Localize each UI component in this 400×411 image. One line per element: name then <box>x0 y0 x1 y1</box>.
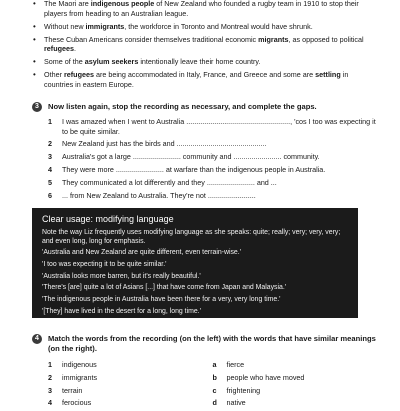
bullet-item <box>32 57 372 67</box>
item-text: I was amazed when I went to Australia ...................................................., 'cos I too was expecting it to be quite similar. <box>62 117 376 136</box>
example-quote: '[They] have lived in the desert for a long, long time.' <box>42 307 201 315</box>
exercise-heading <box>32 334 377 354</box>
bullet-text: Other <box>44 70 64 80</box>
exercise-3 <box>32 102 377 203</box>
bullet-bold-term: settling <box>315 70 341 80</box>
match-word: fierce <box>226 360 245 369</box>
gap-fill-item <box>48 152 377 162</box>
match-key: 4 <box>48 398 52 408</box>
example-quote: 'The indigenous people in Australia have been there for a very, very long time.' <box>42 296 281 304</box>
bullet-text: . <box>73 44 76 54</box>
bullet-text: Some of the <box>44 57 85 67</box>
bullet-text: intentionally leave their home country. <box>138 57 261 67</box>
bullet-item <box>32 0 372 18</box>
item-text: They communicated a lot differently and they ........................ and ... <box>62 177 277 187</box>
match-word: people who have moved <box>226 372 305 382</box>
match-word-item <box>48 360 213 370</box>
item-text: ... from New Zealand to Australia. They're not ........................ <box>62 190 256 200</box>
match-word: terrain <box>62 385 83 395</box>
clear-usage-intro: Note the way Liz frequently uses modifying language as she speaks: quite; really; very; very, very; and even long, long for emphasis. <box>42 229 341 245</box>
bullet-bold-term: immigrants <box>85 21 125 31</box>
gap-fill-item <box>48 165 377 175</box>
bullet-item <box>32 70 372 89</box>
bullet-text: are being accommodated in Italy, France, and Greece and some are <box>93 70 316 80</box>
bullet-bold-term: migrants <box>258 34 289 44</box>
gap-fill-item <box>48 191 377 201</box>
exercise-4 <box>32 334 377 411</box>
bullet-text: The Maori are <box>44 0 91 8</box>
right-word-column <box>213 360 378 411</box>
match-word: frightening <box>226 385 261 395</box>
example-quote: 'There's [are] quite a lot of Asians [...] that have come from Japan and Malaysia.' <box>42 284 287 292</box>
match-word-item <box>213 398 378 408</box>
item-number: 2 <box>48 139 52 149</box>
match-word-item <box>213 386 378 396</box>
bullet-bold-term: asylum seekers <box>84 57 139 67</box>
match-word: ferocious <box>62 398 92 408</box>
bullet-item <box>32 22 372 32</box>
gap-fill-list <box>48 117 377 200</box>
left-word-column <box>48 360 213 411</box>
bullet-bold-term: indigenous people <box>90 0 155 8</box>
match-word: indigenous <box>62 360 97 369</box>
exercise-heading <box>32 102 377 112</box>
match-word-item <box>213 360 378 370</box>
gap-fill-item <box>48 117 377 136</box>
bullet-bold-term: refugees <box>44 44 74 54</box>
example-quote: 'Australia and New Zealand are quite different, even terrain-wise.' <box>42 249 241 257</box>
example-quote: 'I too was expecting it to be quite similar.' <box>42 260 167 268</box>
bullet-text: These Cuban Americans consider themselves traditional economic <box>44 34 259 44</box>
bullet-bold-term: refugees <box>63 70 94 80</box>
item-number: 4 <box>48 164 52 174</box>
match-word-item <box>48 373 213 383</box>
bullet-text: , the workforce in Toronto and Montreal would have shrunk. <box>124 21 313 31</box>
bullet-text: in countries in eastern Europe. <box>44 70 349 89</box>
match-key: a <box>212 360 217 369</box>
gap-fill-item <box>48 139 377 149</box>
item-number: 5 <box>48 177 52 187</box>
item-number: 6 <box>48 190 52 200</box>
match-word: native <box>226 398 246 408</box>
exercise-instruction: Match the words from the recording (on the left) with the words that have similar meanings (on the right). <box>48 334 376 353</box>
match-key: 2 <box>48 372 52 382</box>
match-key: 3 <box>48 385 52 395</box>
example-quote: 'Australia looks more barren, but it's really beautiful.' <box>42 272 201 280</box>
match-word-item <box>213 373 378 383</box>
item-text: Australia's got a large ........................ community and ........................ community. <box>62 152 320 162</box>
vocabulary-bullet-list <box>32 0 372 93</box>
matching-columns <box>48 360 377 411</box>
match-word-item <box>48 386 213 396</box>
bullet-text: Without new <box>44 21 86 31</box>
item-text: They were more ........................ at warfare than the indigenous people in Australia. <box>62 164 326 174</box>
exercise-number-badge: 4 <box>32 334 42 344</box>
item-text: New Zealand just has the birds and ............................................. <box>62 139 267 149</box>
bullet-text: , as opposed to political <box>288 34 364 44</box>
match-key: c <box>212 385 217 395</box>
gap-fill-item <box>48 178 377 188</box>
exercise-instruction: Now listen again, stop the recording as necessary, and complete the gaps. <box>48 102 317 111</box>
match-key: d <box>212 398 217 408</box>
match-key: 1 <box>48 360 52 369</box>
item-number: 1 <box>48 117 52 126</box>
item-number: 3 <box>48 152 52 162</box>
match-key: b <box>212 372 217 382</box>
clear-usage-box <box>32 208 358 318</box>
bullet-text: of New Zealand who founded a rugby team in 1910 to stop their players from heading to an Australian league. <box>44 0 359 18</box>
match-word-item <box>48 398 213 408</box>
bullet-item <box>32 35 372 54</box>
clear-usage-title: Clear usage: modifying language <box>42 214 174 224</box>
match-word: immigrants <box>62 372 98 382</box>
exercise-number-badge: 3 <box>32 102 42 112</box>
